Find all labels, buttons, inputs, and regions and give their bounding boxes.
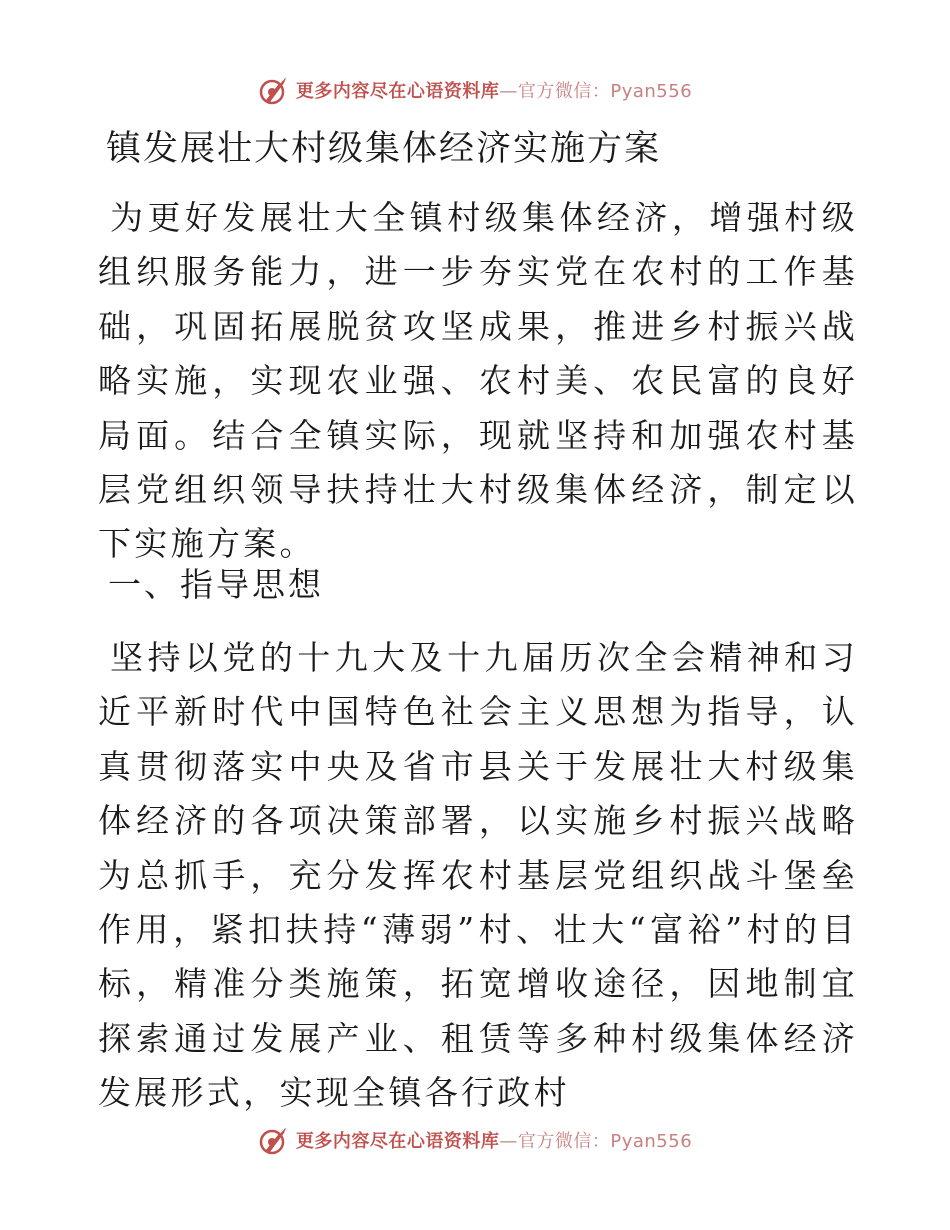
section-heading-guiding-ideology: 一、指导思想 <box>108 565 324 604</box>
section-paragraph: 坚持以党的十九大及十九届历次全会精神和习近平新时代中国特色社会主义思想为指导，认真贯彻落实中央及省市县关于发展壮大村级集体经济的各项决策部署，以实施乡村振兴战略为总抓手，充分发挥农村基层党组织战斗堡垒作用，紧扣扶持“薄弱”村、壮大“富裕”村的目标，精准分类施策，拓宽增收途径，因地制宜探索通过发展产业、租赁等多种村级集体经济发展形式，实现全镇各行政村 <box>98 638 858 1113</box>
watermark-wechat: 官方微信：Pyan556 <box>517 1131 693 1152</box>
watermark-text <box>296 77 692 103</box>
quill-logo-icon <box>258 1124 290 1156</box>
header-watermark <box>0 70 950 110</box>
intro-paragraph: 为更好发展壮大全镇村级集体经济，增强村级组织服务能力，进一步夯实党在农村的工作基础，巩固拓展脱贫攻坚成果，推进乡村振兴战略实施，实现农业强、农村美、农民富的良好局面。结合全镇实际，现就坚持和加强农村基层党组织领导扶持壮大村级集体经济，制定以下实施方案。 <box>98 198 858 564</box>
document-title: 镇发展壮大村级集体经济实施方案 <box>106 129 662 169</box>
quill-logo-icon <box>258 74 290 106</box>
watermark-dash: — <box>499 1131 518 1152</box>
watermark-main-text: 更多内容尽在心语资料库 <box>295 1131 500 1152</box>
watermark-main-text: 更多内容尽在心语资料库 <box>295 81 500 102</box>
watermark-text <box>296 1127 692 1153</box>
footer-watermark <box>0 1120 950 1160</box>
watermark-dash: — <box>499 81 518 102</box>
watermark-wechat: 官方微信：Pyan556 <box>517 81 693 102</box>
